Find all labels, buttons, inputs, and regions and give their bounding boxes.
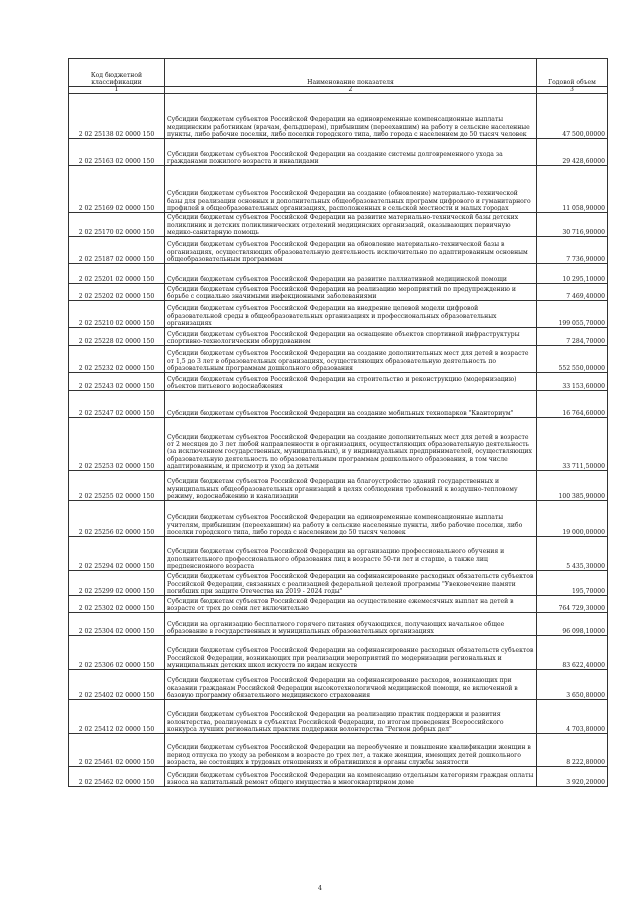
- indicator-name: Субсидии бюджетам субъектов Российской Федерации на компенсацию отдельным категориям граждан оплаты взноса на капитальный ремонт общего имущества в многоквартирном доме: [165, 767, 537, 787]
- annual-amount: 10 295,10000: [537, 264, 608, 284]
- indicator-name: Субсидии бюджетам субъектов Российской Федерации на переобучение и повышение квалификации женщин в период отпуска по уходу за ребенком в возрасте до трех лет, а также женщин, имеющих детей дошкольного возраста, не состоящих в трудовых отношениях и обратившихся в органы службы занятости: [165, 734, 537, 767]
- annual-amount: 3 650,80000: [537, 670, 608, 700]
- annual-amount: 552 550,00000: [537, 346, 608, 373]
- annual-amount: 4 703,80000: [537, 700, 608, 734]
- table-row: [69, 391, 608, 418]
- budget-code: 2 02 25243 02 0000 150: [69, 373, 165, 391]
- indicator-name: Субсидии бюджетам субъектов Российской Федерации на единовременные компенсационные выплаты медицинским работникам (врачам, фельдшерам), прибывшим (переехавшим) на работу в сельские населенные пункты, либо рабочие поселки, либо поселки городского типа, либо города с населением до 50 тысяч человек: [165, 94, 537, 139]
- table-row: [69, 418, 608, 471]
- annual-amount: 7 284,70000: [537, 328, 608, 346]
- table-row: [69, 237, 608, 264]
- indicator-name: Субсидии бюджетам субъектов Российской Федерации на софинансирование расходных обязательств субъектов Российской Федерации, возникающих при реализации мероприятий по модернизации региональных и муниципальных детских школ искусств по видам искусств: [165, 636, 537, 670]
- budget-code: 2 02 25304 02 0000 150: [69, 613, 165, 636]
- indicator-name: Субсидии бюджетам субъектов Российской Федерации на реализацию мероприятий по предупреждению и борьбе с социально значимыми инфекционными заболеваниями: [165, 284, 537, 301]
- annual-amount: 96 098,10000: [537, 613, 608, 636]
- budget-code: 2 02 25201 02 0000 150: [69, 264, 165, 284]
- budget-code: 2 02 25306 02 0000 150: [69, 636, 165, 670]
- header-name: Наименование показателя: [165, 59, 537, 87]
- table-row: [69, 700, 608, 734]
- table-row: [69, 670, 608, 700]
- annual-amount: 7 469,40000: [537, 284, 608, 301]
- table-row: [69, 373, 608, 391]
- column-number: 2: [165, 87, 537, 94]
- indicator-name: Субсидии бюджетам субъектов Российской Федерации на строительство и реконструкцию (модернизацию) объектов питьевого водоснабжения: [165, 373, 537, 391]
- table-header: [69, 59, 608, 94]
- budget-code: 2 02 25202 02 0000 150: [69, 284, 165, 301]
- indicator-name: Субсидии бюджетам субъектов Российской Федерации на обновление материально-технической базы в организациях, осуществляющих образовательную деятельность исключительно по адаптированным основным общеобразовательным программам: [165, 237, 537, 264]
- annual-amount: 11 058,90000: [537, 166, 608, 213]
- annual-amount: 83 622,40000: [537, 636, 608, 670]
- indicator-name: Субсидии бюджетам субъектов Российской Федерации на создание мобильных технопарков "Кванториум": [165, 391, 537, 418]
- header-code: Код бюджетной классификации: [69, 59, 165, 87]
- table-row: [69, 636, 608, 670]
- budget-code: 2 02 25255 02 0000 150: [69, 471, 165, 501]
- indicator-name: Субсидии бюджетам субъектов Российской Федерации на софинансирование расходных обязательств субъектов Российской Федерации, связанных с реализацией федеральной целевой программы "Увековечение памяти погибших при защите Отечества на 2019 - 2024 годы": [165, 571, 537, 596]
- indicator-name: Субсидии бюджетам субъектов Российской Федерации на создание дополнительных мест для детей в возрасте от 2 месяцев до 3 лет любой направленности в организациях, осуществляющих образовательную деятельность (за исключением государственных, муниципальных), и у индивидуальных предпринимателей, осуществляющих образовательную деятельность по образовательным программам дошкольного образования, в том числе адаптированным, и присмотр и уход за детьми: [165, 418, 537, 471]
- budget-code: 2 02 25170 02 0000 150: [69, 213, 165, 237]
- annual-amount: 19 000,00000: [537, 501, 608, 537]
- table-row: [69, 767, 608, 787]
- table-row: [69, 213, 608, 237]
- annual-amount: 199 055,70000: [537, 301, 608, 328]
- page-number: 4: [317, 884, 323, 892]
- indicator-name: Субсидии бюджетам субъектов Российской Федерации на софинансирование расходов, возникающих при оказании гражданам Российской Федерации высокотехнологичной медицинской помощи, не включенной в базовую программу обязательного медицинского страхования: [165, 670, 537, 700]
- annual-amount: 8 222,80000: [537, 734, 608, 767]
- budget-code: 2 02 25412 02 0000 150: [69, 700, 165, 734]
- annual-amount: 16 764,60000: [537, 391, 608, 418]
- table-row: [69, 328, 608, 346]
- annual-amount: 33 711,50000: [537, 418, 608, 471]
- table-row: [69, 284, 608, 301]
- annual-amount: 33 153,60000: [537, 373, 608, 391]
- table-row: [69, 537, 608, 571]
- table-row: [69, 471, 608, 501]
- budget-code: 2 02 25210 02 0000 150: [69, 301, 165, 328]
- annual-amount: 195,70000: [537, 571, 608, 596]
- indicator-name: Субсидии на организацию бесплатного горячего питания обучающихся, получающих начальное общее образование в государственных и муниципальных образовательных организациях: [165, 613, 537, 636]
- budget-code: 2 02 25247 02 0000 150: [69, 391, 165, 418]
- budget-code: 2 02 25302 02 0000 150: [69, 596, 165, 613]
- indicator-name: Субсидии бюджетам субъектов Российской Федерации на благоустройство зданий государственных и муниципальных общеобразовательных организаций в целях соблюдения требований к воздушно-тепловому режиму, водоснабжению и канализации: [165, 471, 537, 501]
- budget-code: 2 02 25256 02 0000 150: [69, 501, 165, 537]
- annual-amount: 47 500,00000: [537, 94, 608, 139]
- indicator-name: Субсидии бюджетам субъектов Российской Федерации на осуществление ежемесячных выплат на детей в возрасте от трех до семи лет включительно: [165, 596, 537, 613]
- table-row: [69, 301, 608, 328]
- indicator-name: Субсидии бюджетам субъектов Российской Федерации на внедрение целевой модели цифровой образовательной среды в общеобразовательных организациях и профессиональных образовательных организациях: [165, 301, 537, 328]
- table-row: [69, 166, 608, 213]
- table-body: [69, 94, 608, 787]
- indicator-name: Субсидии бюджетам субъектов Российской Федерации на создание дополнительных мест для детей в возрасте от 1,5 до 3 лет в образовательных организациях, осуществляющих образовательную деятельность по образовательным программам дошкольного образования: [165, 346, 537, 373]
- indicator-name: Субсидии бюджетам субъектов Российской Федерации на развитие материально-технической базы детских поликлиник и детских поликлинических отделений медицинских организаций, оказывающих первичную медико-санитарную помощь: [165, 213, 537, 237]
- annual-amount: 29 428,60000: [537, 139, 608, 166]
- indicator-name: Субсидии бюджетам субъектов Российской Федерации на организацию профессионального обучения и дополнительного профессионального образования лиц в возрасте 50-ти лет и старше, а также лиц предпенсионного возраста: [165, 537, 537, 571]
- indicator-name: Субсидии бюджетам субъектов Российской Федерации на создание (обновление) материально-технической базы для реализации основных и дополнительных общеобразовательных программ цифрового и гуманитарного профилей в общеобразовательных организациях, расположенных в сельской местности и малых городах: [165, 166, 537, 213]
- budget-code: 2 02 25163 02 0000 150: [69, 139, 165, 166]
- budget-code: 2 02 25228 02 0000 150: [69, 328, 165, 346]
- indicator-name: Субсидии бюджетам субъектов Российской Федерации на реализацию практик поддержки и развития волонтерства, реализуемых в субъектах Российской Федерации, по итогам проведения Всероссийского конкурса лучших региональных практик поддержки волонтерства "Регион добрых дел": [165, 700, 537, 734]
- annual-amount: 30 716,90000: [537, 213, 608, 237]
- annual-amount: 764 729,30000: [537, 596, 608, 613]
- budget-code: 2 02 25253 02 0000 150: [69, 418, 165, 471]
- table-row: [69, 346, 608, 373]
- table-row: [69, 596, 608, 613]
- annual-amount: 3 920,20000: [537, 767, 608, 787]
- table-row: [69, 94, 608, 139]
- budget-code: 2 02 25169 02 0000 150: [69, 166, 165, 213]
- table-row: [69, 264, 608, 284]
- table-row: [69, 734, 608, 767]
- annual-amount: 100 385,90000: [537, 471, 608, 501]
- table-row: [69, 501, 608, 537]
- indicator-name: Субсидии бюджетам субъектов Российской Федерации на развитие паллиативной медицинской помощи: [165, 264, 537, 284]
- annual-amount: 5 435,30000: [537, 537, 608, 571]
- budget-code: 2 02 25138 02 0000 150: [69, 94, 165, 139]
- annual-amount: 7 736,90000: [537, 237, 608, 264]
- table-row: [69, 139, 608, 166]
- header-volume: Годовой объем: [537, 59, 608, 87]
- budget-code: 2 02 25232 02 0000 150: [69, 346, 165, 373]
- budget-table: [68, 58, 608, 787]
- column-number: 3: [537, 87, 608, 94]
- budget-code: 2 02 25294 02 0000 150: [69, 537, 165, 571]
- indicator-name: Субсидии бюджетам субъектов Российской Федерации на единовременные компенсационные выплаты учителям, прибывшим (переехавшим) на работу в сельские населенные пункты, либо рабочие поселки, либо поселки городского типа, либо города с населением до 50 тысяч человек: [165, 501, 537, 537]
- table-row: [69, 571, 608, 596]
- budget-code: 2 02 25299 02 0000 150: [69, 571, 165, 596]
- budget-code: 2 02 25402 02 0000 150: [69, 670, 165, 700]
- budget-code: 2 02 25462 02 0000 150: [69, 767, 165, 787]
- budget-code: 2 02 25461 02 0000 150: [69, 734, 165, 767]
- column-number: 1: [69, 87, 165, 94]
- table-row: [69, 613, 608, 636]
- indicator-name: Субсидии бюджетам субъектов Российской Федерации на создание системы долговременного ухода за гражданами пожилого возраста и инвалидами: [165, 139, 537, 166]
- indicator-name: Субсидии бюджетам субъектов Российской Федерации на оснащение объектов спортивной инфраструктуры спортивно-технологическим оборудованием: [165, 328, 537, 346]
- budget-code: 2 02 25187 02 0000 150: [69, 237, 165, 264]
